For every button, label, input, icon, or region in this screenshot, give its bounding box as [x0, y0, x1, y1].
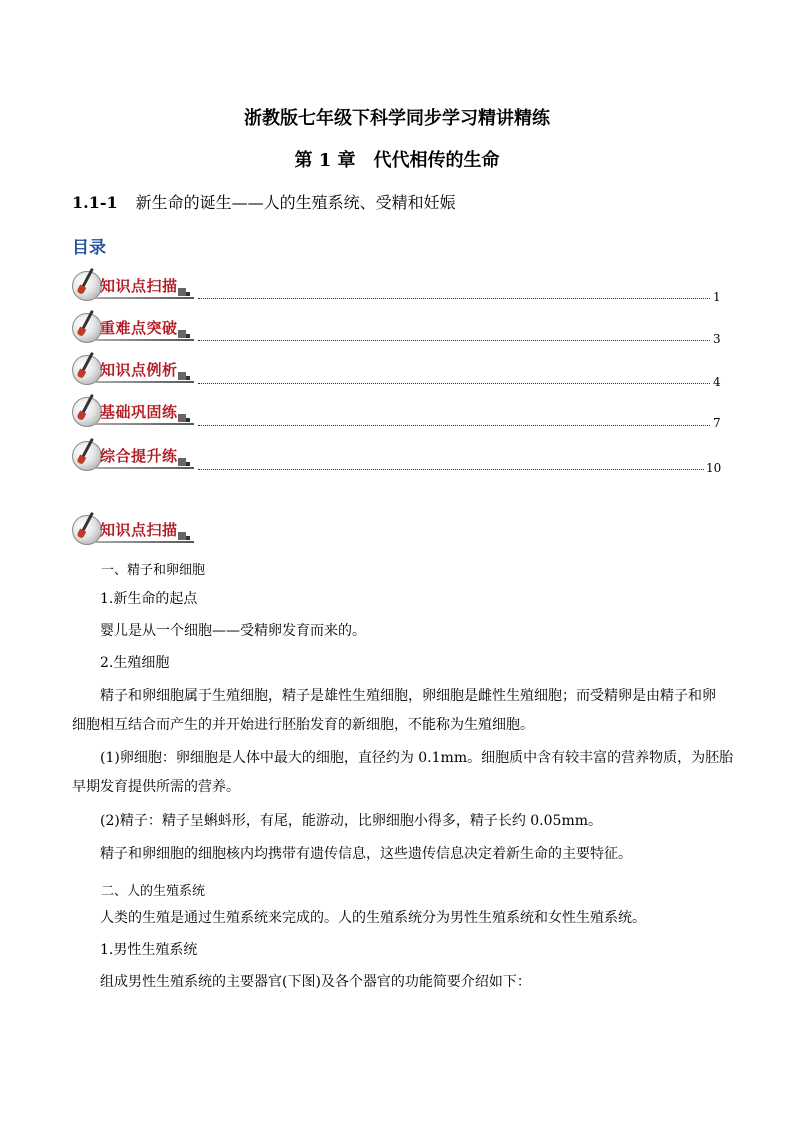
paragraph: 精子和卵细胞属于生殖细胞，精子是雄性生殖细胞，卵细胞是雌性生殖细胞；而受精卵是由精子和卵 [100, 688, 716, 704]
toc-item-badge[interactable] [72, 354, 198, 386]
toc-page-number: 7 [713, 416, 721, 430]
toc-page-number: 10 [706, 461, 722, 475]
lesson-title [72, 190, 456, 213]
toc-item-badge[interactable] [72, 312, 198, 344]
toc-item-label: 基础巩固练 [100, 403, 178, 421]
toc-item-label: 综合提升练 [100, 447, 178, 465]
lesson-name: 新生命的诞生——人的生殖系统、受精和妊娠 [135, 193, 456, 212]
toc-leader [198, 298, 710, 299]
toc-heading: 目录 [72, 238, 106, 258]
lesson-number: 1.1-1 [72, 193, 118, 212]
toc-item-badge[interactable] [72, 270, 198, 302]
subsection-heading: 1.男性生殖系统 [100, 942, 198, 958]
section-badge-label: 知识点扫描 [100, 521, 178, 539]
paragraph: 人类的生殖是通过生殖系统来完成的。人的生殖系统分为男性生殖系统和女性生殖系统。 [100, 910, 646, 926]
paragraph: 婴儿是从一个细胞——受精卵发育而来的。 [100, 623, 366, 639]
paragraph: 早期发育提供所需的营养。 [72, 779, 240, 795]
chapter-title: 第 1 章 代代相传的生命 [294, 150, 500, 171]
toc-item-label: 知识点扫描 [100, 277, 178, 295]
document-title: 浙教版七年级下科学同步学习精讲精练 [244, 108, 550, 129]
paragraph: (2)精子：精子呈蝌蚪形，有尾，能游动，比卵细胞小得多，精子长约 0.05mm。 [100, 813, 603, 829]
subsection-heading: 1.新生命的起点 [100, 591, 198, 607]
section-heading: 一、精子和卵细胞 [101, 563, 206, 578]
toc-leader [198, 340, 710, 341]
paragraph: 细胞相互结合而产生的并开始进行胚胎发育的新细胞，不能称为生殖细胞。 [72, 717, 534, 733]
toc-item-label: 知识点例析 [100, 361, 178, 379]
paragraph: 精子和卵细胞的细胞核内均携带有遗传信息，这些遗传信息决定着新生命的主要特征。 [100, 846, 632, 862]
toc-item-badge[interactable] [72, 396, 198, 428]
toc-leader [198, 469, 704, 470]
section-badge [72, 514, 198, 546]
toc-item-label: 重难点突破 [100, 319, 178, 337]
paragraph: 组成男性生殖系统的主要器官(下图)及各个器官的功能简要介绍如下： [100, 974, 531, 990]
section-heading: 二、人的生殖系统 [101, 884, 206, 899]
paragraph: (1)卵细胞：卵细胞是人体中最大的细胞，直径约为 0.1mm。细胞质中含有较丰富的营养物质，为胚胎 [100, 750, 734, 766]
toc-item-badge[interactable] [72, 440, 198, 472]
toc-page-number: 4 [713, 375, 721, 389]
toc-page-number: 3 [713, 332, 721, 346]
toc-leader [198, 425, 710, 426]
toc-leader [198, 383, 710, 384]
toc-page-number: 1 [713, 290, 721, 304]
subsection-heading: 2.生殖细胞 [100, 655, 170, 671]
